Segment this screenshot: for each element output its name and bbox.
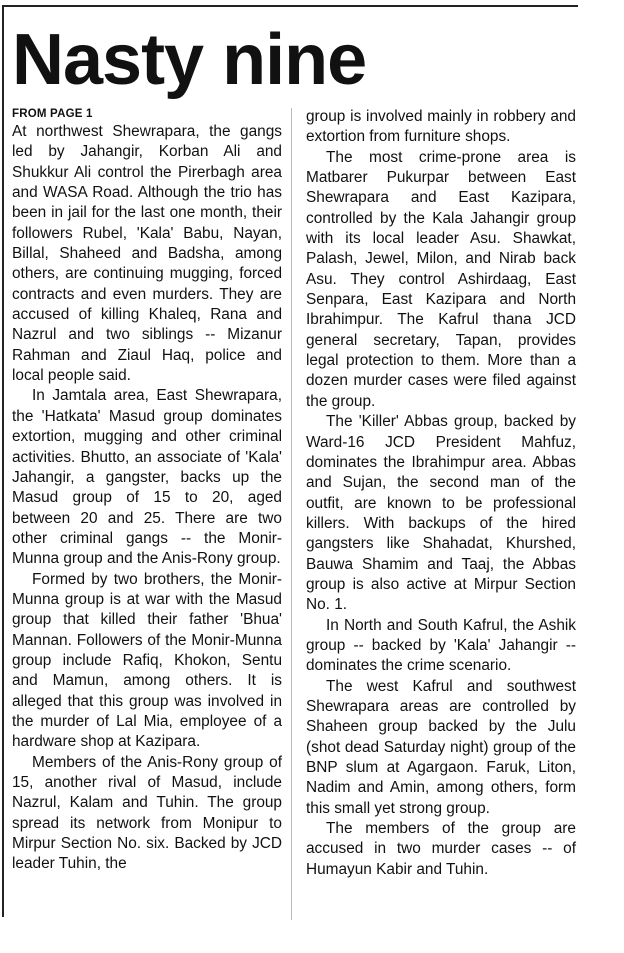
paragraph: The west Kafrul and southwest Shewrapara areas are controlled by Shaheen group backed by the Julu (shot dead Saturday night) group of the BNP slum at Agargaon. Faruk, Liton, Nadim and Amin, among others, form this small yet strong group.: [306, 677, 576, 817]
paragraph: Formed by two brothers, the Monir-Munna group is at war with the Masud group that killed their father 'Bhua' Mannan. Followers of the Monir-Munna group include Rafiq, Khokon, Sentu and Mamun, among others. It is alleged that this group was involved in the murder of Lal Mia, employee of a hardware shop at Kazipara.: [12, 570, 282, 751]
paragraph: The most crime-prone area is Matbarer Pukurpar between East Shewrapara and East Kazipara, controlled by the Kala Jahangir group with its local leader Asu. Shawkat, Palash, Jewel, Milon, and Nirab back Asu. They control Ashirdaag, East Senpara, East Kazipara and North Ibrahimpur. The Kafrul thana JCD general secretary, Tapan, provides legal protection to them. More than a dozen murder cases were filed against the group.: [306, 148, 576, 410]
paragraph: The members of the group are accused in two murder cases -- of Humayun Kabir and Tuhin.: [306, 820, 576, 878]
paragraph: In North and South Kafrul, the Ashik group -- backed by 'Kala' Jahangir -- dominates the crime scenario.: [306, 616, 576, 675]
column-divider: [291, 108, 292, 920]
paragraph: At northwest Shewrapara, the gangs led by Jahangir, Korban Ali and Shukkur Ali control the Pirerbagh area and WASA Road. Although the trio has been in jail for the last one month, their followers Rubel, 'Kala' Babu, Nayan, Billal, Shaheed and Badsha, among others, are continuing mugging, forced contracts and even murders. They are accused of killing Khaleq, Rana and Nazrul and two siblings -- Mizanur Rahman and Ziaul Haq, police and local people said.: [12, 123, 282, 385]
right-column: [306, 107, 576, 880]
paragraph: In Jamtala area, East Shewrapara, the 'Hatkata' Masud group dominates extortion, mugging and other criminal activities. Bhutto, an associate of 'Kala' Jahangir, a gangster, backs up the Masud group of 15 to 20, aged between 20 and 25. There are two other criminal gangs -- the Monir-Munna group and the Anis-Rony group.: [12, 387, 282, 568]
paragraph: The 'Killer' Abbas group, backed by Ward-16 JCD President Mahfuz, dominates the Ibrahimpur area. Abbas and Sujan, the second man of the outfit, are known to be professional killers. With backups of the hired gangsters like Shahadat, Khurshed, Bauwa Shamim and Taaj, the Abbas group is also active at Mirpur Section No. 1.: [306, 413, 576, 614]
paragraph: group is involved mainly in robbery and extortion from furniture shops.: [306, 108, 576, 146]
left-border-rule: [2, 5, 4, 917]
paragraph: Members of the Anis-Rony group of 15, another rival of Masud, include Nazrul, Kalam and Tuhin. The group spread its network from Monipur to Mirpur Section No. six. Backed by JCD leader Tuhin, the: [12, 753, 282, 873]
kicker-from-page-1: FROM PAGE 1: [12, 108, 93, 120]
left-column: [12, 107, 282, 875]
top-border-rule: [2, 5, 578, 7]
headline: Nasty nine: [12, 20, 367, 100]
